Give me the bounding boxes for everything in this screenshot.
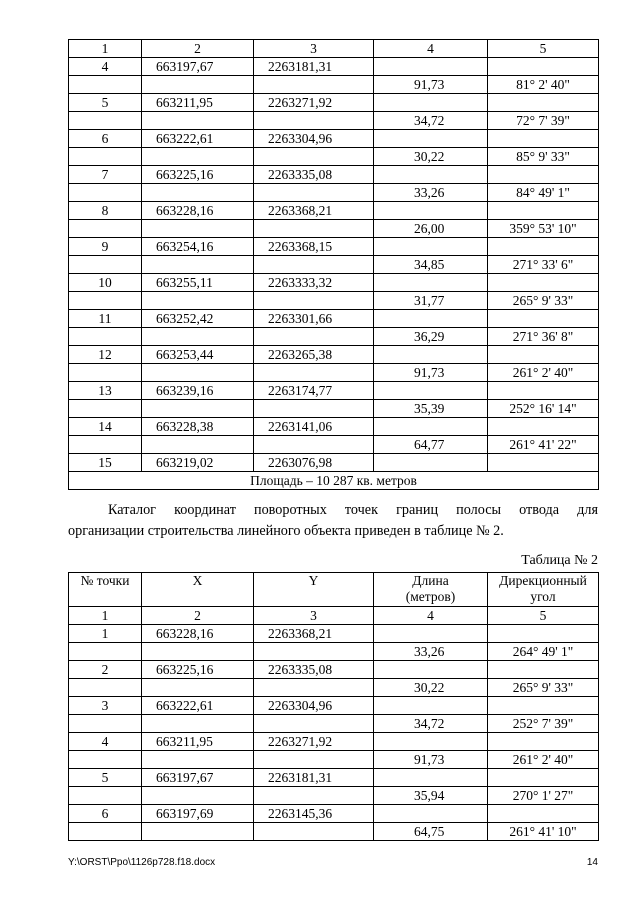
x-cell bbox=[142, 787, 254, 805]
y-cell: 2263304,96 bbox=[254, 130, 374, 148]
point-cell bbox=[69, 328, 142, 346]
y-cell: 2263301,66 bbox=[254, 310, 374, 328]
y-cell bbox=[254, 679, 374, 697]
angle-cell: 271° 33' 6" bbox=[488, 256, 599, 274]
point-cell: 1 bbox=[69, 625, 142, 643]
y-cell bbox=[254, 112, 374, 130]
table-row bbox=[69, 76, 599, 94]
length-cell bbox=[374, 94, 488, 112]
angle-cell: 252° 16' 14" bbox=[488, 400, 599, 418]
column-number-row bbox=[69, 40, 599, 58]
table-row bbox=[69, 184, 599, 202]
header-angle bbox=[488, 573, 599, 607]
table-row bbox=[69, 130, 599, 148]
col-number: 1 bbox=[69, 40, 142, 58]
x-cell: 663197,69 bbox=[142, 805, 254, 823]
col-number: 4 bbox=[374, 40, 488, 58]
x-cell: 663252,42 bbox=[142, 310, 254, 328]
angle-cell bbox=[488, 733, 599, 751]
table-row bbox=[69, 697, 599, 715]
length-cell bbox=[374, 130, 488, 148]
y-cell: 2263271,92 bbox=[254, 733, 374, 751]
x-cell bbox=[142, 112, 254, 130]
y-cell: 2263174,77 bbox=[254, 382, 374, 400]
col-number: 4 bbox=[374, 607, 488, 625]
y-cell bbox=[254, 148, 374, 166]
table-row bbox=[69, 112, 599, 130]
x-cell bbox=[142, 292, 254, 310]
angle-cell bbox=[488, 58, 599, 76]
point-cell bbox=[69, 679, 142, 697]
x-cell bbox=[142, 436, 254, 454]
x-cell bbox=[142, 400, 254, 418]
length-cell: 31,77 bbox=[374, 292, 488, 310]
x-cell: 663228,16 bbox=[142, 625, 254, 643]
y-cell bbox=[254, 328, 374, 346]
table-row bbox=[69, 661, 599, 679]
y-cell bbox=[254, 436, 374, 454]
point-cell: 13 bbox=[69, 382, 142, 400]
angle-cell bbox=[488, 346, 599, 364]
x-cell: 663239,16 bbox=[142, 382, 254, 400]
footer-file-path: Y:\ORST\Ppo\1126p728.f18.docx bbox=[68, 857, 216, 868]
header-x: X bbox=[142, 573, 254, 607]
point-cell: 11 bbox=[69, 310, 142, 328]
angle-cell: 261° 2' 40" bbox=[488, 751, 599, 769]
x-cell bbox=[142, 751, 254, 769]
area-total: Площадь – 10 287 кв. метров bbox=[69, 472, 599, 490]
angle-cell: 261° 2' 40" bbox=[488, 364, 599, 382]
angle-cell: 252° 7' 39" bbox=[488, 715, 599, 733]
x-cell bbox=[142, 823, 254, 841]
y-cell: 2263304,96 bbox=[254, 697, 374, 715]
y-cell bbox=[254, 715, 374, 733]
point-cell: 4 bbox=[69, 733, 142, 751]
y-cell bbox=[254, 787, 374, 805]
y-cell: 2263368,15 bbox=[254, 238, 374, 256]
table-row bbox=[69, 400, 599, 418]
table-row bbox=[69, 382, 599, 400]
y-cell bbox=[254, 76, 374, 94]
angle-cell bbox=[488, 382, 599, 400]
point-cell: 6 bbox=[69, 805, 142, 823]
table-row bbox=[69, 202, 599, 220]
x-cell bbox=[142, 76, 254, 94]
x-cell bbox=[142, 679, 254, 697]
angle-cell: 261° 41' 22" bbox=[488, 436, 599, 454]
angle-cell bbox=[488, 130, 599, 148]
table-caption: Таблица № 2 bbox=[521, 553, 598, 568]
length-cell bbox=[374, 661, 488, 679]
x-cell: 663228,38 bbox=[142, 418, 254, 436]
point-cell bbox=[69, 400, 142, 418]
header-length bbox=[374, 573, 488, 607]
length-cell: 33,26 bbox=[374, 643, 488, 661]
table-row bbox=[69, 454, 599, 472]
table-row bbox=[69, 166, 599, 184]
y-cell bbox=[254, 292, 374, 310]
header-length-line1: Длина bbox=[412, 573, 449, 588]
length-cell: 91,73 bbox=[374, 751, 488, 769]
length-cell: 34,85 bbox=[374, 256, 488, 274]
length-cell bbox=[374, 733, 488, 751]
coordinates-table-continued bbox=[68, 39, 599, 490]
point-cell bbox=[69, 364, 142, 382]
paragraph-line-2: организации строительства линейного объекта приведен в таблице № 2. bbox=[68, 523, 504, 539]
x-cell: 663222,61 bbox=[142, 130, 254, 148]
x-cell bbox=[142, 364, 254, 382]
length-cell bbox=[374, 166, 488, 184]
y-cell: 2263368,21 bbox=[254, 202, 374, 220]
angle-cell: 271° 36' 8" bbox=[488, 328, 599, 346]
paragraph-word: поворотных bbox=[254, 502, 327, 518]
table-row bbox=[69, 58, 599, 76]
y-cell bbox=[254, 400, 374, 418]
x-cell bbox=[142, 643, 254, 661]
length-cell: 64,75 bbox=[374, 823, 488, 841]
angle-cell bbox=[488, 697, 599, 715]
angle-cell: 265° 9' 33" bbox=[488, 679, 599, 697]
paragraph-word: полосы bbox=[456, 502, 502, 518]
table-row bbox=[69, 148, 599, 166]
col-number: 5 bbox=[488, 607, 599, 625]
angle-cell bbox=[488, 625, 599, 643]
point-cell: 12 bbox=[69, 346, 142, 364]
header-angle-line1: Дирекционный bbox=[499, 573, 587, 588]
point-cell: 3 bbox=[69, 697, 142, 715]
length-cell bbox=[374, 418, 488, 436]
x-cell: 663228,16 bbox=[142, 202, 254, 220]
length-cell bbox=[374, 310, 488, 328]
x-cell: 663254,16 bbox=[142, 238, 254, 256]
y-cell: 2263333,32 bbox=[254, 274, 374, 292]
y-cell: 2263335,08 bbox=[254, 166, 374, 184]
angle-cell bbox=[488, 454, 599, 472]
x-cell: 663255,11 bbox=[142, 274, 254, 292]
y-cell: 2263368,21 bbox=[254, 625, 374, 643]
header-angle-line2: угол bbox=[530, 589, 556, 604]
table-row bbox=[69, 787, 599, 805]
length-cell: 35,94 bbox=[374, 787, 488, 805]
y-cell bbox=[254, 751, 374, 769]
table-row bbox=[69, 238, 599, 256]
angle-cell bbox=[488, 202, 599, 220]
point-cell bbox=[69, 292, 142, 310]
length-cell: 34,72 bbox=[374, 112, 488, 130]
y-cell: 2263181,31 bbox=[254, 58, 374, 76]
point-cell bbox=[69, 148, 142, 166]
point-cell: 15 bbox=[69, 454, 142, 472]
point-cell bbox=[69, 112, 142, 130]
table-row bbox=[69, 310, 599, 328]
point-cell: 5 bbox=[69, 769, 142, 787]
length-cell: 35,39 bbox=[374, 400, 488, 418]
point-cell: 14 bbox=[69, 418, 142, 436]
table-row bbox=[69, 679, 599, 697]
table-row bbox=[69, 94, 599, 112]
table-row bbox=[69, 733, 599, 751]
x-cell: 663219,02 bbox=[142, 454, 254, 472]
x-cell: 663211,95 bbox=[142, 733, 254, 751]
table-row bbox=[69, 769, 599, 787]
x-cell: 663253,44 bbox=[142, 346, 254, 364]
table-row bbox=[69, 751, 599, 769]
angle-cell bbox=[488, 805, 599, 823]
table-row bbox=[69, 292, 599, 310]
angle-cell: 84° 49' 1" bbox=[488, 184, 599, 202]
angle-cell: 264° 49' 1" bbox=[488, 643, 599, 661]
y-cell: 2263145,36 bbox=[254, 805, 374, 823]
paragraph-line-1 bbox=[68, 500, 598, 521]
point-cell bbox=[69, 823, 142, 841]
table-row bbox=[69, 256, 599, 274]
length-cell bbox=[374, 346, 488, 364]
table-row bbox=[69, 418, 599, 436]
paragraph-word: границ bbox=[396, 502, 439, 518]
point-cell: 9 bbox=[69, 238, 142, 256]
length-cell: 30,22 bbox=[374, 679, 488, 697]
angle-cell: 261° 41' 10" bbox=[488, 823, 599, 841]
col-number: 2 bbox=[142, 40, 254, 58]
table-row bbox=[69, 625, 599, 643]
length-cell bbox=[374, 238, 488, 256]
table-row bbox=[69, 643, 599, 661]
length-cell bbox=[374, 805, 488, 823]
length-cell bbox=[374, 58, 488, 76]
y-cell: 2263265,38 bbox=[254, 346, 374, 364]
table-row bbox=[69, 805, 599, 823]
table-row bbox=[69, 715, 599, 733]
length-cell: 91,73 bbox=[374, 76, 488, 94]
footer-page-number: 14 bbox=[586, 857, 598, 868]
column-number-row bbox=[69, 607, 599, 625]
x-cell bbox=[142, 256, 254, 274]
x-cell: 663225,16 bbox=[142, 166, 254, 184]
paragraph-word: точек bbox=[344, 502, 378, 518]
length-cell: 33,26 bbox=[374, 184, 488, 202]
x-cell bbox=[142, 148, 254, 166]
point-cell bbox=[69, 256, 142, 274]
length-cell: 26,00 bbox=[374, 220, 488, 238]
y-cell bbox=[254, 220, 374, 238]
col-number: 1 bbox=[69, 607, 142, 625]
point-cell: 2 bbox=[69, 661, 142, 679]
area-row bbox=[69, 472, 599, 490]
point-cell: 6 bbox=[69, 130, 142, 148]
angle-cell bbox=[488, 418, 599, 436]
angle-cell bbox=[488, 661, 599, 679]
col-number: 5 bbox=[488, 40, 599, 58]
point-cell: 7 bbox=[69, 166, 142, 184]
angle-cell bbox=[488, 94, 599, 112]
angle-cell bbox=[488, 274, 599, 292]
table-row bbox=[69, 274, 599, 292]
x-cell: 663225,16 bbox=[142, 661, 254, 679]
angle-cell: 85° 9' 33" bbox=[488, 148, 599, 166]
x-cell bbox=[142, 328, 254, 346]
table-row bbox=[69, 823, 599, 841]
angle-cell: 359° 53' 10" bbox=[488, 220, 599, 238]
length-cell: 64,77 bbox=[374, 436, 488, 454]
x-cell: 663197,67 bbox=[142, 58, 254, 76]
x-cell bbox=[142, 220, 254, 238]
length-cell bbox=[374, 454, 488, 472]
paragraph-word: Каталог bbox=[108, 502, 156, 518]
y-cell bbox=[254, 256, 374, 274]
point-cell: 4 bbox=[69, 58, 142, 76]
header-point: № точки bbox=[69, 573, 142, 607]
x-cell: 663197,67 bbox=[142, 769, 254, 787]
length-cell bbox=[374, 697, 488, 715]
length-cell bbox=[374, 769, 488, 787]
x-cell bbox=[142, 715, 254, 733]
table-row bbox=[69, 328, 599, 346]
angle-cell bbox=[488, 238, 599, 256]
y-cell: 2263181,31 bbox=[254, 769, 374, 787]
angle-cell: 72° 7' 39" bbox=[488, 112, 599, 130]
point-cell bbox=[69, 751, 142, 769]
paragraph-word: для bbox=[577, 502, 598, 518]
x-cell: 663211,95 bbox=[142, 94, 254, 112]
y-cell: 2263271,92 bbox=[254, 94, 374, 112]
y-cell: 2263335,08 bbox=[254, 661, 374, 679]
length-cell: 30,22 bbox=[374, 148, 488, 166]
table-row bbox=[69, 346, 599, 364]
col-number: 2 bbox=[142, 607, 254, 625]
point-cell bbox=[69, 787, 142, 805]
angle-cell bbox=[488, 166, 599, 184]
length-cell: 91,73 bbox=[374, 364, 488, 382]
table-row bbox=[69, 436, 599, 454]
length-cell: 36,29 bbox=[374, 328, 488, 346]
header-length-line2: (метров) bbox=[405, 589, 456, 604]
coordinates-table-2 bbox=[68, 572, 599, 841]
point-cell bbox=[69, 184, 142, 202]
point-cell bbox=[69, 643, 142, 661]
length-cell bbox=[374, 625, 488, 643]
x-cell: 663222,61 bbox=[142, 697, 254, 715]
angle-cell: 81° 2' 40" bbox=[488, 76, 599, 94]
header-row bbox=[69, 573, 599, 607]
y-cell: 2263141,06 bbox=[254, 418, 374, 436]
col-number: 3 bbox=[254, 40, 374, 58]
y-cell bbox=[254, 823, 374, 841]
point-cell bbox=[69, 76, 142, 94]
length-cell bbox=[374, 202, 488, 220]
angle-cell: 270° 1' 27" bbox=[488, 787, 599, 805]
paragraph-word: координат bbox=[174, 502, 236, 518]
y-cell bbox=[254, 364, 374, 382]
point-cell: 5 bbox=[69, 94, 142, 112]
y-cell bbox=[254, 184, 374, 202]
col-number: 3 bbox=[254, 607, 374, 625]
paragraph-word: отвода bbox=[519, 502, 560, 518]
point-cell bbox=[69, 715, 142, 733]
y-cell: 2263076,98 bbox=[254, 454, 374, 472]
catalog-paragraph bbox=[68, 500, 598, 542]
point-cell bbox=[69, 220, 142, 238]
table-row bbox=[69, 220, 599, 238]
point-cell: 10 bbox=[69, 274, 142, 292]
length-cell bbox=[374, 274, 488, 292]
angle-cell bbox=[488, 769, 599, 787]
header-y: Y bbox=[254, 573, 374, 607]
angle-cell bbox=[488, 310, 599, 328]
length-cell: 34,72 bbox=[374, 715, 488, 733]
point-cell bbox=[69, 436, 142, 454]
angle-cell: 265° 9' 33" bbox=[488, 292, 599, 310]
length-cell bbox=[374, 382, 488, 400]
point-cell: 8 bbox=[69, 202, 142, 220]
table-row bbox=[69, 364, 599, 382]
y-cell bbox=[254, 643, 374, 661]
x-cell bbox=[142, 184, 254, 202]
